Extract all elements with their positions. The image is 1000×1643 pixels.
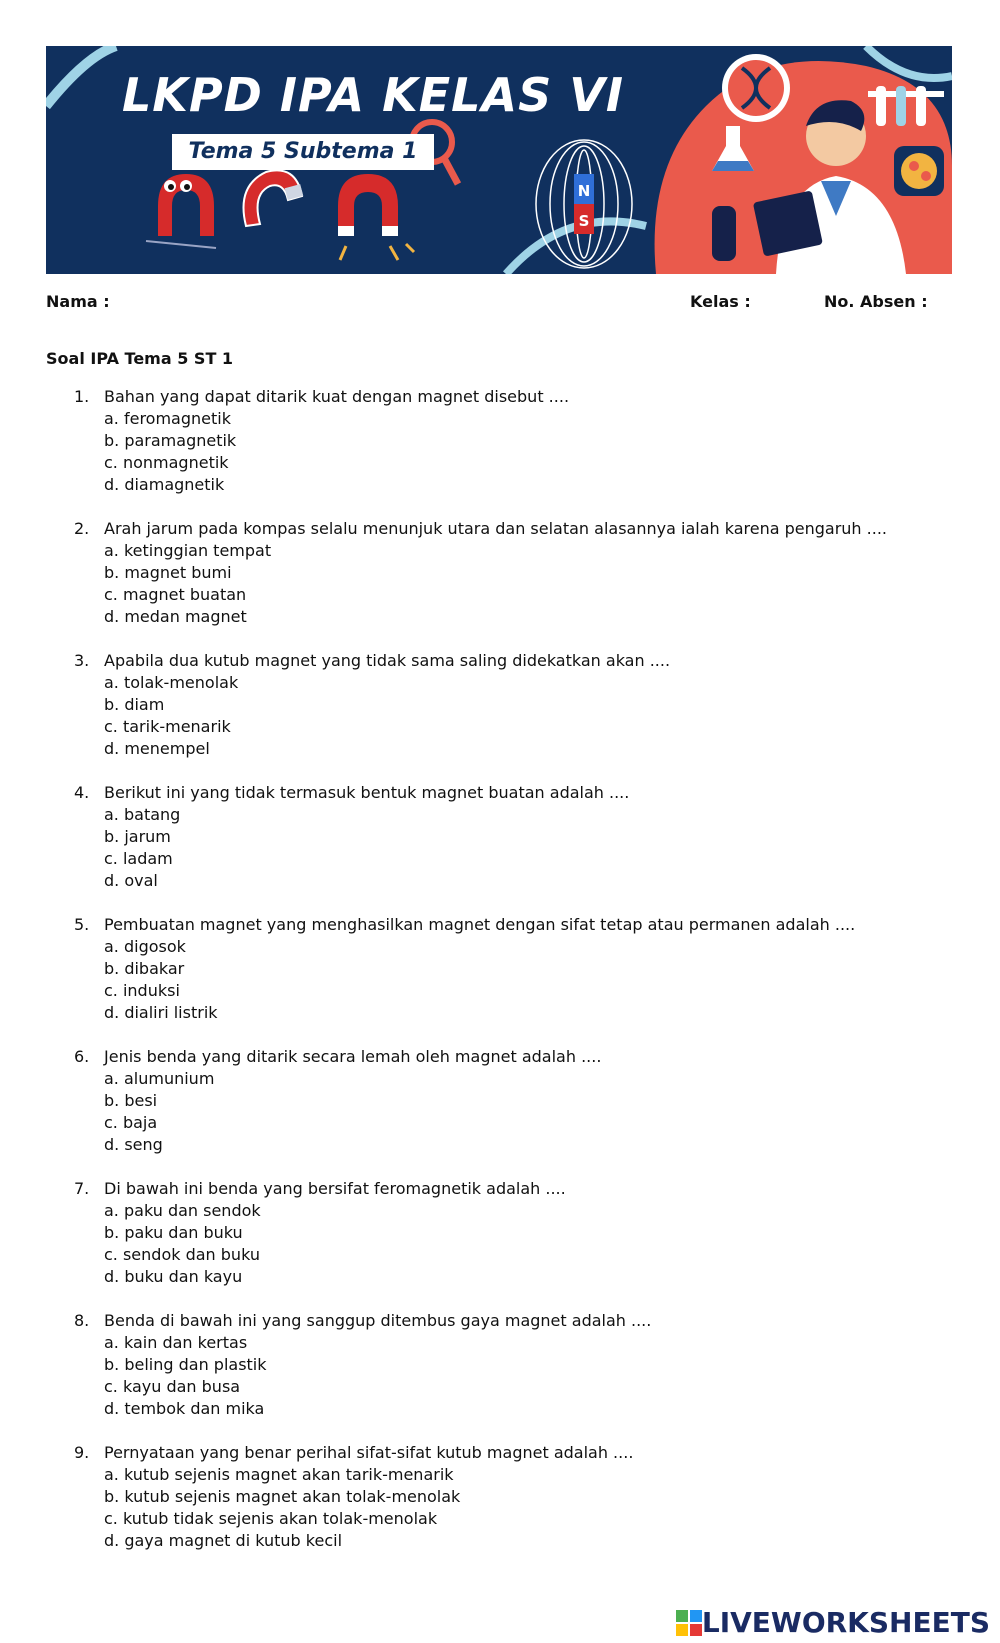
answer-option[interactable]: d. menempel: [104, 739, 210, 758]
question-text: Benda di bawah ini yang sanggup ditembus gaya magnet adalah ....: [104, 1311, 652, 1330]
answer-option[interactable]: b. dibakar: [104, 959, 185, 978]
answer-option[interactable]: c. kayu dan busa: [104, 1377, 241, 1396]
answer-option[interactable]: a. batang: [104, 805, 181, 824]
answer-option[interactable]: a. paku dan sendok: [104, 1201, 261, 1220]
question-text: Bahan yang dapat ditarik kuat dengan magnet disebut ....: [104, 387, 570, 406]
question-number: 3.: [74, 651, 90, 670]
horseshoe-magnet-icon: [338, 174, 414, 260]
answer-option[interactable]: b. magnet bumi: [104, 563, 232, 582]
question-item: [74, 1178, 974, 1288]
answer-option[interactable]: a. kain dan kertas: [104, 1333, 248, 1352]
question-text: Di bawah ini benda yang bersifat feromagnetik adalah ....: [104, 1179, 566, 1198]
answer-option[interactable]: d. diamagnetik: [104, 475, 225, 494]
question-item: [74, 1046, 974, 1156]
answer-option[interactable]: b. beling dan plastik: [104, 1355, 267, 1374]
question-text: Apabila dua kutub magnet yang tidak sama saling didekatkan akan ....: [104, 651, 671, 670]
answer-option[interactable]: d. gaya magnet di kutub kecil: [104, 1531, 343, 1550]
answer-option[interactable]: d. medan magnet: [104, 607, 247, 626]
question-item: [74, 782, 974, 892]
nama-label: Nama :: [46, 292, 110, 311]
answer-option[interactable]: a. alumunium: [104, 1069, 215, 1088]
question-number: 9.: [74, 1443, 90, 1462]
question-item: [74, 914, 974, 1024]
header-banner: [46, 46, 952, 274]
question-number: 7.: [74, 1179, 90, 1198]
answer-option[interactable]: b. diam: [104, 695, 165, 714]
question-text: Pernyataan yang benar perihal sifat-sifat kutub magnet adalah ....: [104, 1443, 634, 1462]
answer-option[interactable]: a. kutub sejenis magnet akan tarik-menarik: [104, 1465, 454, 1484]
answer-option[interactable]: d. tembok dan mika: [104, 1399, 265, 1418]
answer-option[interactable]: d. dialiri listrik: [104, 1003, 218, 1022]
answer-option[interactable]: b. besi: [104, 1091, 158, 1110]
kelas-label: Kelas :: [690, 292, 751, 311]
answer-option[interactable]: d. seng: [104, 1135, 163, 1154]
question-number: 5.: [74, 915, 90, 934]
section-title: Soal IPA Tema 5 ST 1: [46, 349, 234, 368]
answer-option[interactable]: d. oval: [104, 871, 158, 890]
question-text: Jenis benda yang ditarik secara lemah oleh magnet adalah ....: [104, 1047, 602, 1066]
answer-option[interactable]: a. feromagnetik: [104, 409, 231, 428]
question-item: [74, 1310, 974, 1420]
answer-option[interactable]: a. ketinggian tempat: [104, 541, 272, 560]
question-text: Berikut ini yang tidak termasuk bentuk magnet buatan adalah ....: [104, 783, 630, 802]
answer-option[interactable]: c. baja: [104, 1113, 158, 1132]
horseshoe-magnet-icon: [146, 174, 216, 248]
magnet-south-label: S: [578, 212, 590, 230]
absen-label: No. Absen :: [824, 292, 928, 311]
answer-option[interactable]: b. jarum: [104, 827, 171, 846]
answer-option[interactable]: a. tolak-menolak: [104, 673, 239, 692]
dna-icon: [722, 54, 790, 122]
question-item: [74, 386, 974, 496]
answer-option[interactable]: d. buku dan kayu: [104, 1267, 243, 1286]
answer-option[interactable]: a. digosok: [104, 937, 186, 956]
answer-option[interactable]: c. magnet buatan: [104, 585, 247, 604]
answer-option[interactable]: b. kutub sejenis magnet akan tolak-menolak: [104, 1487, 461, 1506]
question-number: 1.: [74, 387, 90, 406]
answer-option[interactable]: c. tarik-menarik: [104, 717, 231, 736]
answer-option[interactable]: c. nonmagnetik: [104, 453, 229, 472]
horseshoe-magnet-icon: [244, 170, 304, 226]
question-text: Arah jarum pada kompas selalu menunjuk utara dan selatan alasannya ialah karena pengaruh ....: [104, 519, 887, 538]
question-item: [74, 1442, 974, 1552]
question-text: Pembuatan magnet yang menghasilkan magnet dengan sifat tetap atau permanen adalah ....: [104, 915, 856, 934]
question-item: [74, 518, 974, 628]
answer-option[interactable]: b. paku dan buku: [104, 1223, 243, 1242]
question-number: 4.: [74, 783, 90, 802]
question-item: [74, 650, 974, 760]
answer-option[interactable]: b. paramagnetik: [104, 431, 237, 450]
banner-subtitle: Tema 5 Subtema 1: [172, 134, 434, 170]
question-number: 6.: [74, 1047, 90, 1066]
question-number: 2.: [74, 519, 90, 538]
liveworksheets-logo[interactable]: [676, 1606, 990, 1639]
magnet-north-label: N: [577, 182, 591, 200]
petri-dish-icon: [894, 146, 944, 196]
question-number: 8.: [74, 1311, 90, 1330]
answer-option[interactable]: c. kutub tidak sejenis akan tolak-menolak: [104, 1509, 438, 1528]
answer-option[interactable]: c. ladam: [104, 849, 173, 868]
question-list: [74, 386, 974, 1574]
logo-text: LIVEWORKSHEETS: [701, 1606, 990, 1639]
banner-title: LKPD IPA KELAS VI: [122, 68, 624, 122]
answer-option[interactable]: c. induksi: [104, 981, 180, 1000]
liveworksheets-logo-icon: [676, 1610, 702, 1636]
answer-option[interactable]: c. sendok dan buku: [104, 1245, 260, 1264]
